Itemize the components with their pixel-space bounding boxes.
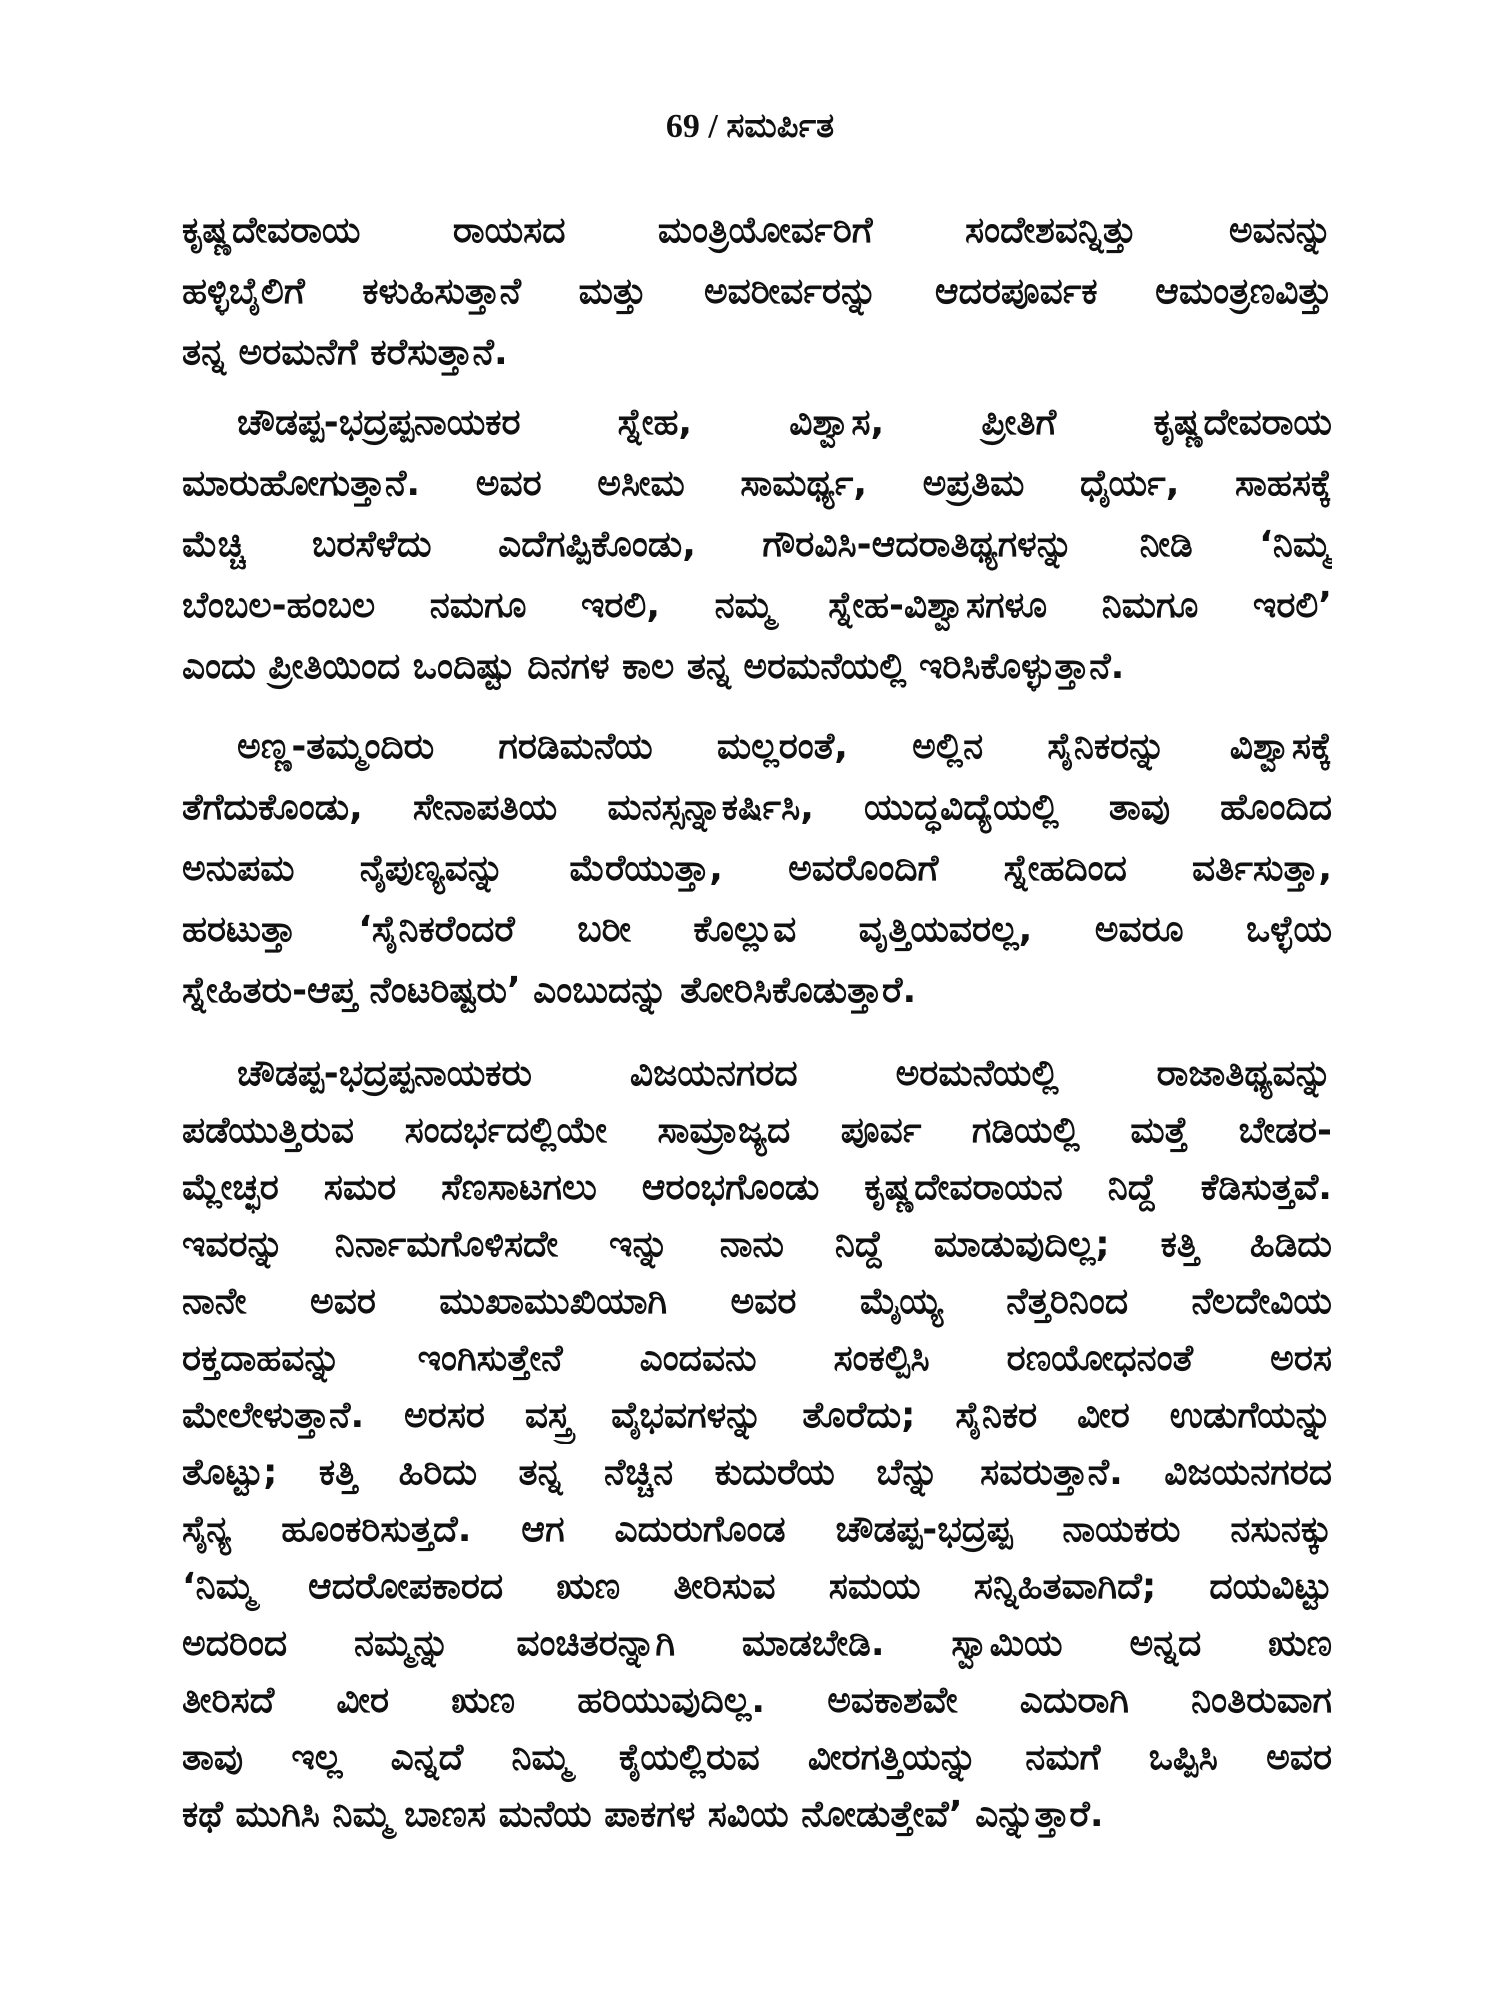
text-line: ಬೆಂಬಲ-ಹಂಬಲ ನಮಗೂ ಇರಲಿ, ನಮ್ಮ ಸ್ನೇಹ-ವಿಶ್ವಾಸಗಳೂ ನಿಮಗೂ ಇರಲಿ’ — [182, 585, 1332, 626]
page-number: 69 — [665, 108, 700, 145]
text-line: ‘ನಿಮ್ಮ ಆದರೋಪಕಾರದ ಋಣ ತೀರಿಸುವ ಸಮಯ ಸನ್ನಿಹಿತವಾಗಿದೆ; ದಯವಿಟ್ಟು — [182, 1566, 1332, 1607]
text-line: ನಾನೇ ಅವರ ಮುಖಾಮುಖಿಯಾಗಿ ಅವರ ಮೈಯ್ಯ ನೆತ್ತರಿನಿಂದ ನೆಲದೇವಿಯ — [182, 1281, 1332, 1322]
book-title: ಸಮರ್ಪಿತ — [726, 108, 835, 145]
text-line: ಅದರಿಂದ ನಮ್ಮನ್ನು ವಂಚಿತರನ್ನಾಗಿ ಮಾಡಬೇಡಿ. ಸ್ವಾಮಿಯ ಅನ್ನದ ಋಣ — [182, 1623, 1332, 1664]
paragraph-4 — [182, 1045, 1332, 1843]
text-line: ತೀರಿಸದೆ ವೀರ ಋಣ ಹರಿಯುವುದಿಲ್ಲ. ಅವಕಾಶವೇ ಎದುರಾಗಿ ನಿಂತಿರುವಾಗ — [182, 1680, 1332, 1721]
text-line: ಇವರನ್ನು ನಿರ್ನಾಮಗೊಳಿಸದೇ ಇನ್ನು ನಾನು ನಿದ್ದೆ ಮಾಡುವುದಿಲ್ಲ; ಕತ್ತಿ ಹಿಡಿದು — [182, 1224, 1332, 1265]
text-line: ತೊಟ್ಟು; ಕತ್ತಿ ಹಿರಿದು ತನ್ನ ನೆಚ್ಚಿನ ಕುದುರೆಯ ಬೆನ್ನು ಸವರುತ್ತಾನೆ. ವಿಜಯನಗರದ — [182, 1452, 1332, 1493]
text-line: ಹರಟುತ್ತಾ ‘ಸೈನಿಕರೆಂದರೆ ಬರೀ ಕೊಲ್ಲುವ ವೃತ್ತಿಯವರಲ್ಲ, ಅವರೂ ಒಳ್ಳೆಯ — [182, 909, 1332, 950]
text-line: ತೆಗೆದುಕೊಂಡು, ಸೇನಾಪತಿಯ ಮನಸ್ಸನ್ನಾಕರ್ಷಿಸಿ, ಯುದ್ಧವಿದ್ಯೆಯಲ್ಲಿ ತಾವು ಹೊಂದಿದ — [182, 787, 1332, 828]
text-line: ತಾವು ಇಲ್ಲ ಎನ್ನದೆ ನಿಮ್ಮ ಕೈಯಲ್ಲಿರುವ ವೀರಗತ್ತಿಯನ್ನು ನಮಗೆ ಒಪ್ಪಿಸಿ ಅವರ — [182, 1737, 1332, 1778]
page-header — [0, 108, 1500, 146]
text-line: ತನ್ನ ಅರಮನೆಗೆ ಕರೆಸುತ್ತಾನೆ. — [182, 332, 508, 373]
text-line: ಚೌಡಪ್ಪ-ಭದ್ರಪ್ಪನಾಯಕರ ಸ್ನೇಹ, ವಿಶ್ವಾಸ, ಪ್ರೀತಿಗೆ ಕೃಷ್ಣದೇವರಾಯ — [237, 402, 1332, 443]
header-separator: / — [708, 108, 718, 145]
text-line: ರಕ್ತದಾಹವನ್ನು ಇಂಗಿಸುತ್ತೇನೆ ಎಂದವನು ಸಂಕಲ್ಪಿಸಿ ರಣಯೋಧನಂತೆ ಅರಸ — [182, 1338, 1332, 1379]
text-line: ಚೌಡಪ್ಪ-ಭದ್ರಪ್ಪನಾಯಕರು ವಿಜಯನಗರದ ಅರಮನೆಯಲ್ಲಿ ರಾಜಾತಿಥ್ಯವನ್ನು — [237, 1053, 1332, 1094]
text-line: ಹಳ್ಳಿಬೈಲಿಗೆ ಕಳುಹಿಸುತ್ತಾನೆ ಮತ್ತು ಅವರೀರ್ವರನ್ನು ಆದರಪೂರ್ವಕ ಆಮಂತ್ರಣವಿತ್ತು — [182, 271, 1332, 312]
text-line: ಮಾರುಹೋಗುತ್ತಾನೆ. ಅವರ ಅಸೀಮ ಸಾಮರ್ಥ್ಯ, ಅಪ್ರತಿಮ ಧೈರ್ಯ, ಸಾಹಸಕ್ಕೆ — [182, 463, 1332, 504]
paragraph-3 — [182, 716, 1332, 1021]
paragraph-2 — [182, 392, 1332, 697]
text-line: ಪಡೆಯುತ್ತಿರುವ ಸಂದರ್ಭದಲ್ಲಿಯೇ ಸಾಮ್ರಾಜ್ಯದ ಪೂರ್ವ ಗಡಿಯಲ್ಲಿ ಮತ್ತೆ ಬೇಡರ- — [182, 1110, 1332, 1151]
text-line: ಮೆಚ್ಚಿ ಬರಸೆಳೆದು ಎದೆಗಪ್ಪಿಕೊಂಡು, ಗೌರವಿಸಿ-ಆದರಾತಿಥ್ಯಗಳನ್ನು ನೀಡಿ ‘ನಿಮ್ಮ — [182, 524, 1332, 565]
text-line: ಕೃಷ್ಣದೇವರಾಯ ರಾಯಸದ ಮಂತ್ರಿಯೋರ್ವರಿಗೆ ಸಂದೇಶವನ್ನಿತ್ತು ಅವನನ್ನು — [182, 210, 1332, 251]
paragraph-1 — [182, 200, 1332, 383]
text-line: ಅಣ್ಣ-ತಮ್ಮಂದಿರು ಗರಡಿಮನೆಯ ಮಲ್ಲರಂತೆ, ಅಲ್ಲಿನ ಸೈನಿಕರನ್ನು ವಿಶ್ವಾಸಕ್ಕೆ — [237, 726, 1332, 767]
text-line: ಸೈನ್ಯ ಹೂಂಕರಿಸುತ್ತದೆ. ಆಗ ಎದುರುಗೊಂಡ ಚೌಡಪ್ಪ-ಭದ್ರಪ್ಪ ನಾಯಕರು ನಸುನಕ್ಕು — [182, 1509, 1332, 1550]
text-line: ಸ್ನೇಹಿತರು-ಆಪ್ತ ನೆಂಟರಿಷ್ಟರು’ ಎಂಬುದನ್ನು ತೋರಿಸಿಕೊಡುತ್ತಾರೆ. — [182, 970, 917, 1011]
text-line: ಮೇಲೇಳುತ್ತಾನೆ. ಅರಸರ ವಸ್ತ್ರ ವೈಭವಗಳನ್ನು ತೊರೆದು; ಸೈನಿಕರ ವೀರ ಉಡುಗೆಯನ್ನು — [182, 1395, 1332, 1436]
text-line: ಅನುಪಮ ನೈಪುಣ್ಯವನ್ನು ಮೆರೆಯುತ್ತಾ, ಅವರೊಂದಿಗೆ ಸ್ನೇಹದಿಂದ ವರ್ತಿಸುತ್ತಾ, — [182, 848, 1332, 889]
text-line: ಮ್ಲೇಚ್ಛರ ಸಮರ ಸೆಣಸಾಟಗಲು ಆರಂಭಗೊಂಡು ಕೃಷ್ಣದೇವರಾಯನ ನಿದ್ದೆ ಕೆಡಿಸುತ್ತವೆ. — [182, 1167, 1332, 1208]
text-line: ಎಂದು ಪ್ರೀತಿಯಿಂದ ಒಂದಿಷ್ಟು ದಿನಗಳ ಕಾಲ ತನ್ನ ಅರಮನೆಯಲ್ಲಿ ಇರಿಸಿಕೊಳ್ಳುತ್ತಾನೆ. — [182, 646, 1125, 687]
text-line: ಕಥೆ ಮುಗಿಸಿ ನಿಮ್ಮ ಬಾಣಸ ಮನೆಯ ಪಾಕಗಳ ಸವಿಯ ನೋಡುತ್ತೇವೆ’ ಎನ್ನುತ್ತಾರೆ. — [182, 1794, 1104, 1835]
